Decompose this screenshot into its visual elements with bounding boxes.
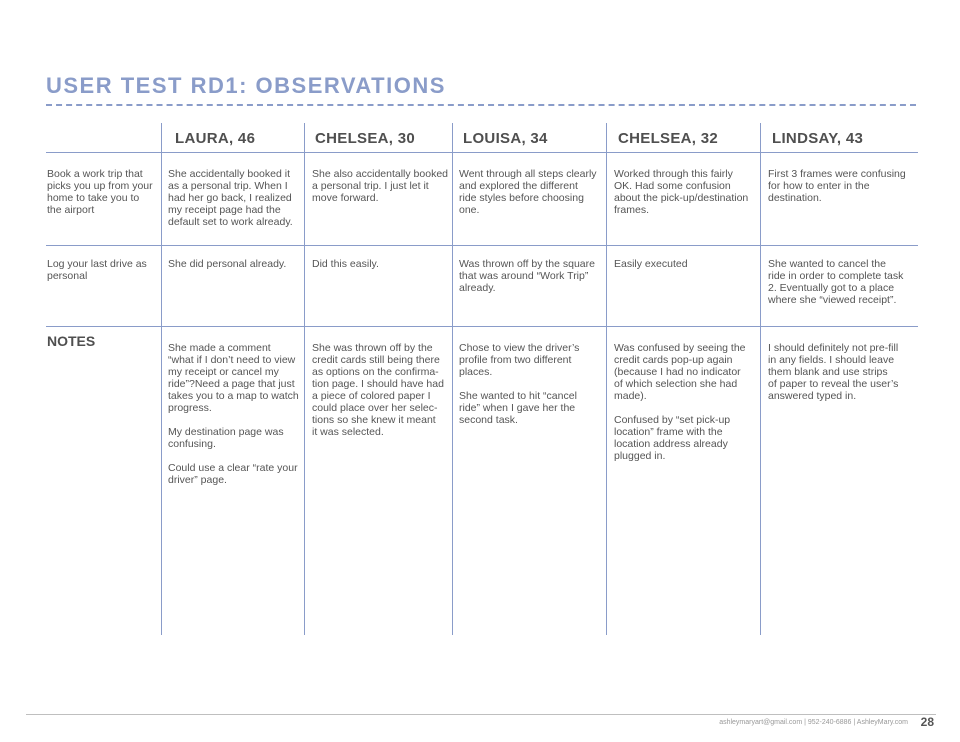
page-number: 28 bbox=[920, 715, 934, 729]
footer-divider bbox=[26, 714, 936, 715]
column-header-lindsay: LINDSAY, 43 bbox=[772, 130, 864, 147]
row-2-rule bbox=[46, 326, 918, 327]
column-divider bbox=[161, 123, 162, 635]
task-2-label: Log your last drive as personal bbox=[47, 258, 147, 282]
table-cell: She wanted to cancel the ride in order to complete task 2. Eventually got to a place where she “viewed receipt”. bbox=[768, 258, 904, 306]
column-header-laura: LAURA, 46 bbox=[175, 130, 256, 147]
table-cell: Easily executed bbox=[614, 258, 688, 270]
page-title: USER TEST RD1: OBSERVATIONS bbox=[46, 73, 446, 98]
table-cell: First 3 frames were confusing for how to enter in the destination. bbox=[768, 168, 906, 204]
column-divider bbox=[452, 123, 453, 635]
column-header-louisa: LOUISA, 34 bbox=[463, 130, 548, 147]
column-header-chelsea-30: CHELSEA, 30 bbox=[315, 130, 415, 147]
header-rule bbox=[46, 152, 918, 153]
table-cell: Worked through this fairly OK. Had some confusion about the pick-up/destination frames. bbox=[614, 168, 749, 216]
column-divider bbox=[760, 123, 761, 635]
row-1-rule bbox=[46, 245, 918, 246]
notes-cell: She was thrown off by the credit cards still being there as options on the confirma- tion page. I should have had a piece of colored paper I could place over her selec- tions so she knew it meant it was selected. bbox=[312, 342, 444, 438]
footer-contact: ashleymaryart@gmail.com | 952-240-6886 | AshleyMary.com bbox=[719, 719, 908, 726]
notes-cell: I should definitely not pre-fill in any fields. I should leave them blank and use strips of paper to reveal the user’s answered typed in. bbox=[768, 342, 899, 402]
table-cell: Was thrown off by the square that was around “Work Trip” already. bbox=[459, 258, 595, 294]
column-divider bbox=[304, 123, 305, 635]
notes-cell: She made a comment “what if I don’t need to view my receipt or cancel my ride”?Need a page that just takes you to a map to watch progress. My destination page was confusing. Could use a clear “rate your driver” page. bbox=[168, 342, 299, 486]
notes-cell: Chose to view the driver’s profile from two different places. She wanted to hit “cancel ride” when I gave her the second task. bbox=[459, 342, 580, 426]
column-divider bbox=[606, 123, 607, 635]
notes-label: NOTES bbox=[47, 333, 96, 349]
table-cell: She did personal already. bbox=[168, 258, 287, 270]
table-cell: She accidentally booked it as a personal trip. When I had her go back, I realized my receipt page had the default set to work already. bbox=[168, 168, 293, 228]
title-divider bbox=[46, 104, 916, 106]
notes-cell: Was confused by seeing the credit cards pop-up again (because I had no indicator of which selection she had made). Confused by “set pick-up location” frame with the location address already plugged in. bbox=[614, 342, 746, 462]
table-cell: Went through all steps clearly and explored the different ride styles before choosing one. bbox=[459, 168, 597, 216]
task-1-label: Book a work trip that picks you up from your home to take you to the airport bbox=[47, 168, 153, 216]
column-header-chelsea-32: CHELSEA, 32 bbox=[618, 130, 718, 147]
table-cell: Did this easily. bbox=[312, 258, 379, 270]
table-cell: She also accidentally booked a personal trip. I just let it move forward. bbox=[312, 168, 449, 204]
